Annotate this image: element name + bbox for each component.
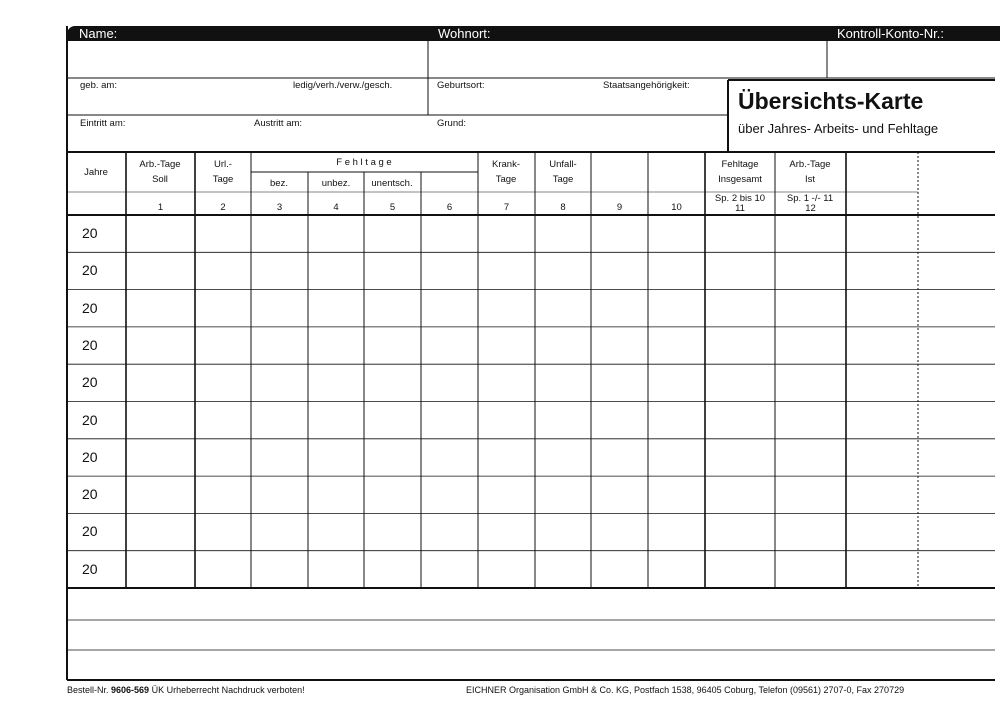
copyright-note: ÜK Urheberrecht Nachdruck verboten! (149, 685, 305, 695)
geburtsort-label: Geburtsort: (437, 80, 485, 91)
year-cell[interactable]: 20 (82, 523, 98, 540)
austritt-label: Austritt am: (254, 118, 303, 129)
column-number: 5 (389, 202, 396, 213)
stand-label: ledig/verh./verw./gesch. (293, 80, 393, 91)
col2-header: Tage (212, 174, 234, 185)
col12-formula: Sp. 1 -/- 11 (786, 193, 834, 204)
wohnort-label: Wohnort: (438, 26, 491, 41)
col3-header: bez. (270, 178, 288, 189)
footer-publisher: EICHNER Organisation GmbH & Co. KG, Postfach 1538, 96405 Coburg, Telefon (09561) 2707-0, Fax 270729 (466, 685, 905, 695)
col7-header: Krank- (492, 159, 520, 170)
column-number: 7 (503, 202, 510, 213)
page-title: Übersichts-Karte (738, 88, 924, 114)
col1-header: Soll (152, 174, 168, 185)
column-number: 1 (157, 202, 164, 213)
order-label: Bestell-Nr. (67, 685, 112, 695)
year-cell[interactable]: 20 (82, 262, 98, 279)
geb-label: geb. am: (80, 80, 117, 91)
column-number: 9 (616, 202, 623, 213)
year-cell[interactable]: 20 (82, 560, 98, 577)
year-cell[interactable]: 20 (82, 225, 98, 241)
col7-header: Tage (495, 174, 517, 185)
column-number: 2 (220, 202, 226, 213)
eintritt-label: Eintritt am: (80, 118, 126, 129)
staat-label: Staatsangehörigkeit: (603, 80, 690, 91)
column-number: 3 (276, 202, 283, 213)
col8-header: Tage (552, 174, 574, 185)
order-number: 9606-569 (111, 685, 150, 695)
column-number: 12 (805, 203, 816, 214)
grund-label: Grund: (437, 118, 467, 129)
col12-header: Ist (804, 174, 816, 185)
col4-header: unbez. (321, 178, 351, 189)
col11-header: Insgesamt (718, 174, 762, 185)
col-jahre: Jahre (84, 167, 108, 178)
col1-header: Arb.-Tage (139, 159, 181, 170)
column-number: 11 (735, 203, 745, 214)
year-cell[interactable]: 20 (82, 299, 98, 316)
col12-header: Arb.-Tage (789, 159, 831, 170)
col11-formula: Sp. 2 bis 10 (714, 193, 766, 204)
page-subtitle: über Jahres- Arbeits- und Fehltage (738, 121, 939, 136)
col8-header: Unfall- (549, 159, 577, 170)
footer-order (67, 685, 305, 695)
name-label: Name: (79, 26, 118, 41)
fehltage-header: F e h l t a g e (336, 157, 392, 168)
year-cell[interactable]: 20 (82, 374, 98, 391)
year-cell[interactable]: 20 (82, 336, 98, 353)
column-number: 10 (671, 202, 682, 213)
col5-header: unentsch. (371, 178, 413, 189)
column-number: 8 (560, 202, 566, 213)
year-cell[interactable]: 20 (82, 448, 98, 465)
column-number: 6 (446, 202, 453, 213)
year-cell[interactable]: 20 (82, 486, 98, 503)
year-cell[interactable]: 20 (82, 411, 98, 428)
col2-header: Url.- (214, 159, 232, 170)
column-number: 4 (333, 202, 339, 213)
col11-header: Fehltage (721, 159, 759, 170)
konto-label: Kontroll-Konto-Nr.: (837, 26, 944, 41)
